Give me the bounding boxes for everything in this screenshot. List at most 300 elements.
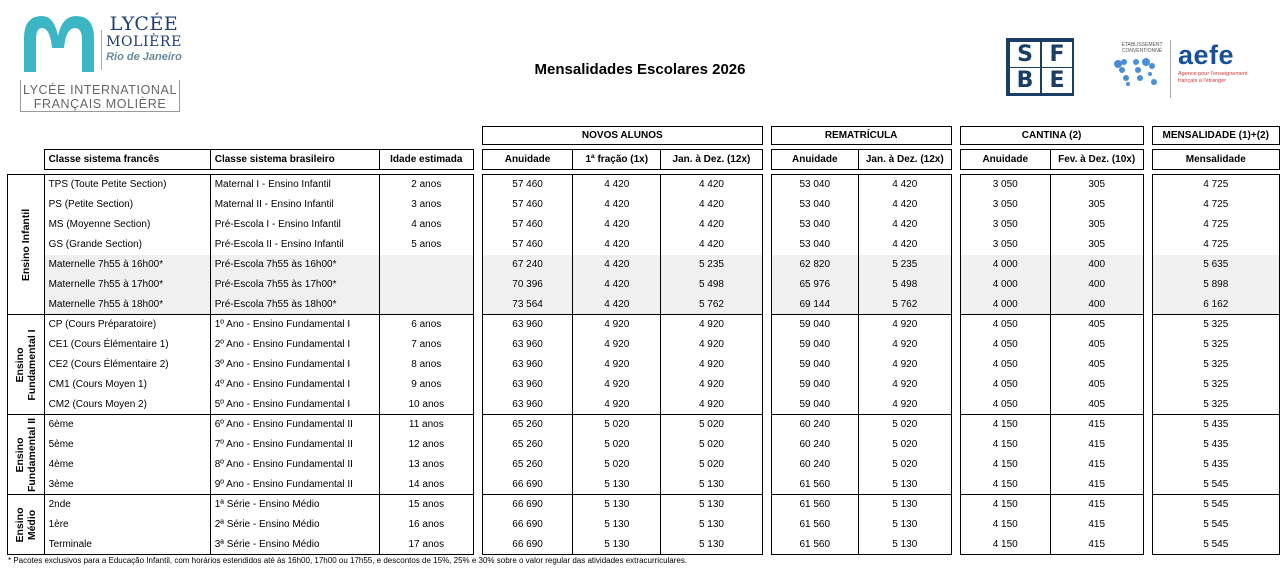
spacer bbox=[951, 515, 960, 535]
table-row bbox=[8, 495, 1280, 515]
spacer bbox=[762, 355, 771, 375]
spacer bbox=[473, 395, 482, 415]
spacer bbox=[1143, 175, 1152, 195]
cell-novos-fracao: 4 920 bbox=[573, 375, 661, 395]
cell-classe-fr: 3ème bbox=[44, 475, 210, 495]
cell-cantina-anuidade: 4 150 bbox=[960, 455, 1050, 475]
spacer bbox=[473, 375, 482, 395]
table-row bbox=[8, 235, 1280, 255]
cell-mensalidade: 4 725 bbox=[1152, 215, 1280, 235]
table-row bbox=[8, 255, 1280, 275]
cell-remat-anuidade: 60 240 bbox=[771, 455, 858, 475]
cell-novos-jandez: 4 420 bbox=[661, 175, 762, 195]
cell-remat-jandez: 4 420 bbox=[858, 175, 951, 195]
spacer bbox=[951, 175, 960, 195]
cell-cantina-anuidade: 3 050 bbox=[960, 235, 1050, 255]
cell-cantina-fevdez: 405 bbox=[1050, 315, 1143, 335]
cell-remat-jandez: 4 920 bbox=[858, 335, 951, 355]
footnote: * Pacotes exclusivos para a Educação Infantil, com horários estendidos até às 16h00, 17h00 ou 17h55, e descontos de 15%, 25% e 30% sobre o valor regular das atividades extracurriculares. bbox=[8, 556, 688, 565]
cell-mensalidade: 5 898 bbox=[1152, 275, 1280, 295]
cell-novos-anuidade: 73 564 bbox=[482, 295, 572, 315]
spacer bbox=[1143, 315, 1152, 335]
cell-remat-anuidade: 59 040 bbox=[771, 315, 858, 335]
spacer bbox=[951, 455, 960, 475]
spacer bbox=[473, 435, 482, 455]
spacer bbox=[1143, 515, 1152, 535]
cell-novos-anuidade: 67 240 bbox=[482, 255, 572, 275]
col-cantina-anuidade: Anuidade bbox=[960, 150, 1050, 170]
cell-novos-anuidade: 63 960 bbox=[482, 355, 572, 375]
spacer bbox=[762, 215, 771, 235]
col-novos-anuidade: Anuidade bbox=[482, 150, 572, 170]
sfbe-letter: B bbox=[1010, 68, 1040, 93]
cell-remat-jandez: 4 920 bbox=[858, 395, 951, 415]
col-novos-jandez: Jan. à Dez. (12x) bbox=[661, 150, 762, 170]
spacer bbox=[951, 315, 960, 335]
table-row bbox=[8, 375, 1280, 395]
cell-mensalidade: 4 725 bbox=[1152, 175, 1280, 195]
cell-remat-anuidade: 59 040 bbox=[771, 395, 858, 415]
cell-novos-fracao: 4 420 bbox=[573, 235, 661, 255]
cell-novos-jandez: 4 920 bbox=[661, 355, 762, 375]
spacer bbox=[1143, 395, 1152, 415]
cell-remat-anuidade: 59 040 bbox=[771, 355, 858, 375]
world-map-icon bbox=[1110, 52, 1162, 92]
table-row bbox=[8, 215, 1280, 235]
spacer bbox=[473, 455, 482, 475]
cell-cantina-anuidade: 4 150 bbox=[960, 535, 1050, 555]
group-novos-alunos: NOVOS ALUNOS bbox=[482, 127, 762, 145]
cell-cantina-fevdez: 305 bbox=[1050, 195, 1143, 215]
cell-novos-fracao: 4 420 bbox=[573, 175, 661, 195]
cell-novos-fracao: 5 020 bbox=[573, 415, 661, 435]
cell-idade bbox=[379, 275, 473, 295]
cell-mensalidade: 5 545 bbox=[1152, 475, 1280, 495]
cell-classe-br: 1ª Série - Ensino Médio bbox=[210, 495, 379, 515]
cell-remat-jandez: 5 498 bbox=[858, 275, 951, 295]
cell-idade: 5 anos bbox=[379, 235, 473, 255]
cell-remat-anuidade: 59 040 bbox=[771, 335, 858, 355]
col-remat-anuidade: Anuidade bbox=[771, 150, 858, 170]
cell-remat-anuidade: 53 040 bbox=[771, 175, 858, 195]
table-row bbox=[8, 515, 1280, 535]
cell-classe-br: 4º Ano - Ensino Fundamental I bbox=[210, 375, 379, 395]
cell-cantina-fevdez: 405 bbox=[1050, 375, 1143, 395]
cell-classe-fr: Maternelle 7h55 à 17h00* bbox=[44, 275, 210, 295]
cell-classe-fr: 4ème bbox=[44, 455, 210, 475]
table-row bbox=[8, 175, 1280, 195]
cell-cantina-fevdez: 415 bbox=[1050, 435, 1143, 455]
cell-novos-fracao: 5 020 bbox=[573, 435, 661, 455]
cell-classe-fr: CM1 (Cours Moyen 1) bbox=[44, 375, 210, 395]
cell-novos-anuidade: 65 260 bbox=[482, 435, 572, 455]
spacer bbox=[473, 315, 482, 335]
cell-novos-jandez: 4 920 bbox=[661, 395, 762, 415]
cell-novos-anuidade: 57 460 bbox=[482, 215, 572, 235]
col-classe-br: Classe sistema brasileiro bbox=[210, 150, 379, 170]
cell-mensalidade: 5 545 bbox=[1152, 535, 1280, 555]
cell-novos-jandez: 5 762 bbox=[661, 295, 762, 315]
cell-novos-anuidade: 70 396 bbox=[482, 275, 572, 295]
aefe-caption: ÉTABLISSEMENT CONVENTIONNÉ bbox=[1121, 42, 1163, 54]
spacer bbox=[1143, 375, 1152, 395]
cell-classe-br: 2º Ano - Ensino Fundamental I bbox=[210, 335, 379, 355]
cell-remat-jandez: 5 130 bbox=[858, 515, 951, 535]
cell-classe-fr: 6ème bbox=[44, 415, 210, 435]
cell-novos-anuidade: 66 690 bbox=[482, 475, 572, 495]
cell-novos-fracao: 4 920 bbox=[573, 335, 661, 355]
cell-cantina-anuidade: 4 000 bbox=[960, 275, 1050, 295]
cell-novos-fracao: 4 420 bbox=[573, 275, 661, 295]
sfbe-logo bbox=[1006, 38, 1074, 96]
table-row bbox=[8, 535, 1280, 555]
cell-mensalidade: 5 325 bbox=[1152, 355, 1280, 375]
cell-novos-anuidade: 63 960 bbox=[482, 315, 572, 335]
spacer bbox=[762, 475, 771, 495]
cell-novos-anuidade: 57 460 bbox=[482, 195, 572, 215]
cell-cantina-anuidade: 4 000 bbox=[960, 295, 1050, 315]
school-logo-text bbox=[104, 14, 184, 64]
cell-cantina-anuidade: 4 150 bbox=[960, 475, 1050, 495]
spacer bbox=[762, 315, 771, 335]
cell-remat-anuidade: 60 240 bbox=[771, 435, 858, 455]
spacer bbox=[1143, 415, 1152, 435]
spacer bbox=[762, 175, 771, 195]
cell-mensalidade: 5 325 bbox=[1152, 315, 1280, 335]
spacer bbox=[1143, 495, 1152, 515]
spacer bbox=[951, 195, 960, 215]
segment-label-line: Ensino bbox=[13, 506, 26, 543]
spacer bbox=[473, 355, 482, 375]
cell-classe-fr: CP (Cours Préparatoire) bbox=[44, 315, 210, 335]
spacer bbox=[762, 535, 771, 555]
segment-label bbox=[8, 175, 45, 315]
cell-idade: 14 anos bbox=[379, 475, 473, 495]
cell-classe-fr: 2nde bbox=[44, 495, 210, 515]
cell-remat-jandez: 5 020 bbox=[858, 435, 951, 455]
cell-idade: 11 anos bbox=[379, 415, 473, 435]
spacer bbox=[473, 415, 482, 435]
cell-cantina-fevdez: 415 bbox=[1050, 455, 1143, 475]
spacer bbox=[951, 275, 960, 295]
spacer bbox=[473, 175, 482, 195]
cell-remat-anuidade: 61 560 bbox=[771, 475, 858, 495]
cell-idade: 4 anos bbox=[379, 215, 473, 235]
spacer bbox=[1143, 215, 1152, 235]
table-row bbox=[8, 295, 1280, 315]
spacer bbox=[762, 275, 771, 295]
cell-classe-fr: Terminale bbox=[44, 535, 210, 555]
col-classe-fr: Classe sistema francês bbox=[44, 150, 210, 170]
segment-label bbox=[8, 315, 45, 415]
cell-cantina-anuidade: 4 150 bbox=[960, 415, 1050, 435]
cell-classe-fr: 1ère bbox=[44, 515, 210, 535]
cell-cantina-anuidade: 3 050 bbox=[960, 175, 1050, 195]
logo-moliere: MOLIÈRE bbox=[106, 34, 182, 50]
cell-classe-br: 1º Ano - Ensino Fundamental I bbox=[210, 315, 379, 335]
cell-remat-jandez: 5 130 bbox=[858, 495, 951, 515]
spacer bbox=[1143, 235, 1152, 255]
cell-cantina-fevdez: 305 bbox=[1050, 235, 1143, 255]
cell-novos-jandez: 5 130 bbox=[661, 495, 762, 515]
cell-novos-fracao: 4 420 bbox=[573, 295, 661, 315]
cell-classe-br: Pré-Escola 7h55 às 16h00* bbox=[210, 255, 379, 275]
spacer bbox=[762, 395, 771, 415]
spacer bbox=[762, 415, 771, 435]
cell-classe-fr: 5ème bbox=[44, 435, 210, 455]
group-rematricula: REMATRÍCULA bbox=[771, 127, 951, 145]
cell-novos-jandez: 4 420 bbox=[661, 235, 762, 255]
cell-cantina-anuidade: 4 050 bbox=[960, 315, 1050, 335]
cell-idade bbox=[379, 255, 473, 275]
cell-idade: 2 anos bbox=[379, 175, 473, 195]
table-row bbox=[8, 435, 1280, 455]
col-cantina-fevdez: Fev. à Dez. (10x) bbox=[1050, 150, 1143, 170]
cell-classe-br: Pré-Escola II - Ensino Infantil bbox=[210, 235, 379, 255]
cell-remat-jandez: 5 235 bbox=[858, 255, 951, 275]
cell-novos-fracao: 4 420 bbox=[573, 215, 661, 235]
segment-label-line: Ensino Infantil bbox=[19, 208, 32, 281]
table-row bbox=[8, 315, 1280, 335]
cell-idade: 16 anos bbox=[379, 515, 473, 535]
cell-novos-anuidade: 66 690 bbox=[482, 495, 572, 515]
cell-classe-br: 3º Ano - Ensino Fundamental I bbox=[210, 355, 379, 375]
cell-novos-jandez: 5 020 bbox=[661, 415, 762, 435]
cell-cantina-fevdez: 400 bbox=[1050, 275, 1143, 295]
cell-novos-anuidade: 65 260 bbox=[482, 415, 572, 435]
logo-rio: Rio de Janeiro bbox=[106, 51, 182, 63]
table-row bbox=[8, 455, 1280, 475]
cell-classe-br: 2ª Série - Ensino Médio bbox=[210, 515, 379, 535]
cell-classe-fr: TPS (Toute Petite Section) bbox=[44, 175, 210, 195]
cell-novos-fracao: 4 420 bbox=[573, 255, 661, 275]
segment-label-line: Médio bbox=[25, 509, 38, 540]
cell-classe-br: Maternal I - Ensino Infantil bbox=[210, 175, 379, 195]
segment-label-line: Fundamental II bbox=[25, 417, 38, 492]
logo-divider bbox=[101, 30, 102, 70]
cell-novos-jandez: 5 130 bbox=[661, 515, 762, 535]
cell-cantina-fevdez: 405 bbox=[1050, 395, 1143, 415]
cell-classe-fr: PS (Petite Section) bbox=[44, 195, 210, 215]
cell-novos-anuidade: 66 690 bbox=[482, 535, 572, 555]
cell-classe-fr: CE2 (Cours Élémentaire 2) bbox=[44, 355, 210, 375]
cell-novos-fracao: 5 130 bbox=[573, 495, 661, 515]
logo-box-line1: LYCÉE INTERNATIONAL bbox=[22, 83, 178, 97]
cell-classe-fr: CE1 (Cours Élémentaire 1) bbox=[44, 335, 210, 355]
cell-cantina-fevdez: 305 bbox=[1050, 175, 1143, 195]
spacer bbox=[473, 215, 482, 235]
cell-remat-anuidade: 53 040 bbox=[771, 235, 858, 255]
cell-idade: 6 anos bbox=[379, 315, 473, 335]
cell-cantina-anuidade: 3 050 bbox=[960, 215, 1050, 235]
spacer bbox=[762, 195, 771, 215]
cell-classe-br: 9º Ano - Ensino Fundamental II bbox=[210, 475, 379, 495]
cell-remat-jandez: 4 420 bbox=[858, 235, 951, 255]
cell-remat-jandez: 4 420 bbox=[858, 195, 951, 215]
cell-cantina-anuidade: 4 150 bbox=[960, 495, 1050, 515]
cell-idade bbox=[379, 295, 473, 315]
spacer bbox=[951, 395, 960, 415]
aefe-subtitle: Agence pour l'enseignement français à l'étranger bbox=[1178, 71, 1248, 84]
cell-novos-jandez: 4 420 bbox=[661, 195, 762, 215]
cell-classe-br: 8º Ano - Ensino Fundamental II bbox=[210, 455, 379, 475]
cell-mensalidade: 5 325 bbox=[1152, 335, 1280, 355]
cell-cantina-fevdez: 405 bbox=[1050, 335, 1143, 355]
cell-classe-br: 5º Ano - Ensino Fundamental I bbox=[210, 395, 379, 415]
cell-remat-anuidade: 53 040 bbox=[771, 195, 858, 215]
cell-classe-br: Maternal II - Ensino Infantil bbox=[210, 195, 379, 215]
cell-remat-anuidade: 61 560 bbox=[771, 495, 858, 515]
cell-classe-br: Pré-Escola 7h55 às 17h00* bbox=[210, 275, 379, 295]
group-mensalidade: MENSALIDADE (1)+(2) bbox=[1152, 127, 1280, 145]
spacer bbox=[951, 215, 960, 235]
spacer bbox=[1143, 455, 1152, 475]
cell-cantina-fevdez: 305 bbox=[1050, 215, 1143, 235]
cell-cantina-fevdez: 400 bbox=[1050, 295, 1143, 315]
spacer bbox=[473, 335, 482, 355]
cell-novos-anuidade: 57 460 bbox=[482, 175, 572, 195]
cell-cantina-fevdez: 400 bbox=[1050, 255, 1143, 275]
cell-novos-jandez: 4 920 bbox=[661, 335, 762, 355]
cell-cantina-fevdez: 415 bbox=[1050, 415, 1143, 435]
col-remat-jandez: Jan. à Dez. (12x) bbox=[858, 150, 951, 170]
cell-cantina-anuidade: 4 050 bbox=[960, 375, 1050, 395]
cell-remat-anuidade: 61 560 bbox=[771, 535, 858, 555]
spacer bbox=[951, 375, 960, 395]
segment-label-line: Fundamental I bbox=[25, 328, 38, 401]
cell-novos-anuidade: 66 690 bbox=[482, 515, 572, 535]
cell-remat-jandez: 5 020 bbox=[858, 415, 951, 435]
cell-novos-fracao: 4 920 bbox=[573, 315, 661, 335]
cell-novos-jandez: 5 235 bbox=[661, 255, 762, 275]
cell-classe-fr: Maternelle 7h55 à 18h00* bbox=[44, 295, 210, 315]
cell-classe-fr: GS (Grande Section) bbox=[44, 235, 210, 255]
cell-novos-jandez: 5 020 bbox=[661, 435, 762, 455]
cell-idade: 8 anos bbox=[379, 355, 473, 375]
spacer bbox=[762, 295, 771, 315]
cell-remat-anuidade: 69 144 bbox=[771, 295, 858, 315]
spacer bbox=[1143, 435, 1152, 455]
cell-mensalidade: 5 545 bbox=[1152, 495, 1280, 515]
spacer bbox=[762, 455, 771, 475]
segment-label bbox=[8, 415, 45, 495]
cell-novos-anuidade: 63 960 bbox=[482, 395, 572, 415]
cell-novos-jandez: 4 420 bbox=[661, 215, 762, 235]
sfbe-letter: E bbox=[1042, 68, 1072, 93]
table-row bbox=[8, 335, 1280, 355]
cell-novos-fracao: 4 420 bbox=[573, 195, 661, 215]
spacer bbox=[473, 535, 482, 555]
cell-classe-fr: Maternelle 7h55 à 16h00* bbox=[44, 255, 210, 275]
cell-remat-jandez: 4 920 bbox=[858, 355, 951, 375]
tuition-table bbox=[7, 126, 1280, 555]
spacer bbox=[951, 355, 960, 375]
spacer bbox=[1143, 355, 1152, 375]
cell-classe-br: 3ª Série - Ensino Médio bbox=[210, 535, 379, 555]
group-cantina: CANTINA (2) bbox=[960, 127, 1143, 145]
cell-novos-anuidade: 65 260 bbox=[482, 455, 572, 475]
spacer bbox=[1143, 255, 1152, 275]
cell-novos-fracao: 5 130 bbox=[573, 515, 661, 535]
cell-novos-jandez: 4 920 bbox=[661, 375, 762, 395]
spacer bbox=[762, 435, 771, 455]
cell-mensalidade: 5 435 bbox=[1152, 455, 1280, 475]
cell-remat-jandez: 4 420 bbox=[858, 215, 951, 235]
spacer bbox=[951, 495, 960, 515]
table-row bbox=[8, 395, 1280, 415]
spacer bbox=[762, 235, 771, 255]
cell-idade: 10 anos bbox=[379, 395, 473, 415]
cell-cantina-anuidade: 4 050 bbox=[960, 395, 1050, 415]
spacer bbox=[473, 495, 482, 515]
cell-classe-br: 7º Ano - Ensino Fundamental II bbox=[210, 435, 379, 455]
spacer bbox=[951, 415, 960, 435]
cell-mensalidade: 5 545 bbox=[1152, 515, 1280, 535]
spacer bbox=[473, 515, 482, 535]
col-novos-fracao: 1ª fração (1x) bbox=[573, 150, 661, 170]
spacer bbox=[951, 435, 960, 455]
cell-idade: 7 anos bbox=[379, 335, 473, 355]
spacer bbox=[1143, 535, 1152, 555]
spacer bbox=[762, 515, 771, 535]
sfbe-letter: S bbox=[1010, 42, 1040, 67]
cell-novos-fracao: 5 130 bbox=[573, 535, 661, 555]
cell-idade: 13 anos bbox=[379, 455, 473, 475]
spacer bbox=[1143, 275, 1152, 295]
table-row bbox=[8, 415, 1280, 435]
cell-novos-anuidade: 63 960 bbox=[482, 375, 572, 395]
table-row bbox=[8, 475, 1280, 495]
cell-mensalidade: 4 725 bbox=[1152, 195, 1280, 215]
cell-remat-anuidade: 53 040 bbox=[771, 215, 858, 235]
cell-classe-br: 6º Ano - Ensino Fundamental II bbox=[210, 415, 379, 435]
cell-cantina-fevdez: 415 bbox=[1050, 475, 1143, 495]
logo-lycee: LYCÉE bbox=[109, 13, 179, 35]
spacer bbox=[1143, 195, 1152, 215]
aefe-logo-word: aefe bbox=[1178, 40, 1235, 70]
spacer bbox=[762, 375, 771, 395]
spacer bbox=[1143, 295, 1152, 315]
table-row bbox=[8, 195, 1280, 215]
sfbe-letter: F bbox=[1042, 42, 1072, 67]
cell-remat-anuidade: 65 976 bbox=[771, 275, 858, 295]
spacer bbox=[473, 255, 482, 275]
cell-mensalidade: 5 325 bbox=[1152, 395, 1280, 415]
spacer bbox=[473, 195, 482, 215]
cell-mensalidade: 5 435 bbox=[1152, 435, 1280, 455]
cell-mensalidade: 6 162 bbox=[1152, 295, 1280, 315]
cell-mensalidade: 5 435 bbox=[1152, 415, 1280, 435]
col-idade: Idade estimada bbox=[379, 150, 473, 170]
logo-box-line2: FRANÇAIS MOLIÈRE bbox=[33, 97, 167, 111]
cell-remat-jandez: 5 130 bbox=[858, 475, 951, 495]
cell-classe-fr: MS (Moyenne Section) bbox=[44, 215, 210, 235]
cell-novos-fracao: 4 920 bbox=[573, 395, 661, 415]
cell-remat-jandez: 5 020 bbox=[858, 455, 951, 475]
segment-label bbox=[8, 495, 45, 555]
spacer bbox=[951, 235, 960, 255]
cell-mensalidade: 5 635 bbox=[1152, 255, 1280, 275]
cell-cantina-anuidade: 4 150 bbox=[960, 515, 1050, 535]
spacer bbox=[1143, 475, 1152, 495]
cell-novos-jandez: 4 920 bbox=[661, 315, 762, 335]
spacer bbox=[951, 535, 960, 555]
cell-classe-fr: CM2 (Cours Moyen 2) bbox=[44, 395, 210, 415]
cell-idade: 17 anos bbox=[379, 535, 473, 555]
cell-idade: 15 anos bbox=[379, 495, 473, 515]
spacer bbox=[762, 495, 771, 515]
cell-remat-jandez: 5 130 bbox=[858, 535, 951, 555]
